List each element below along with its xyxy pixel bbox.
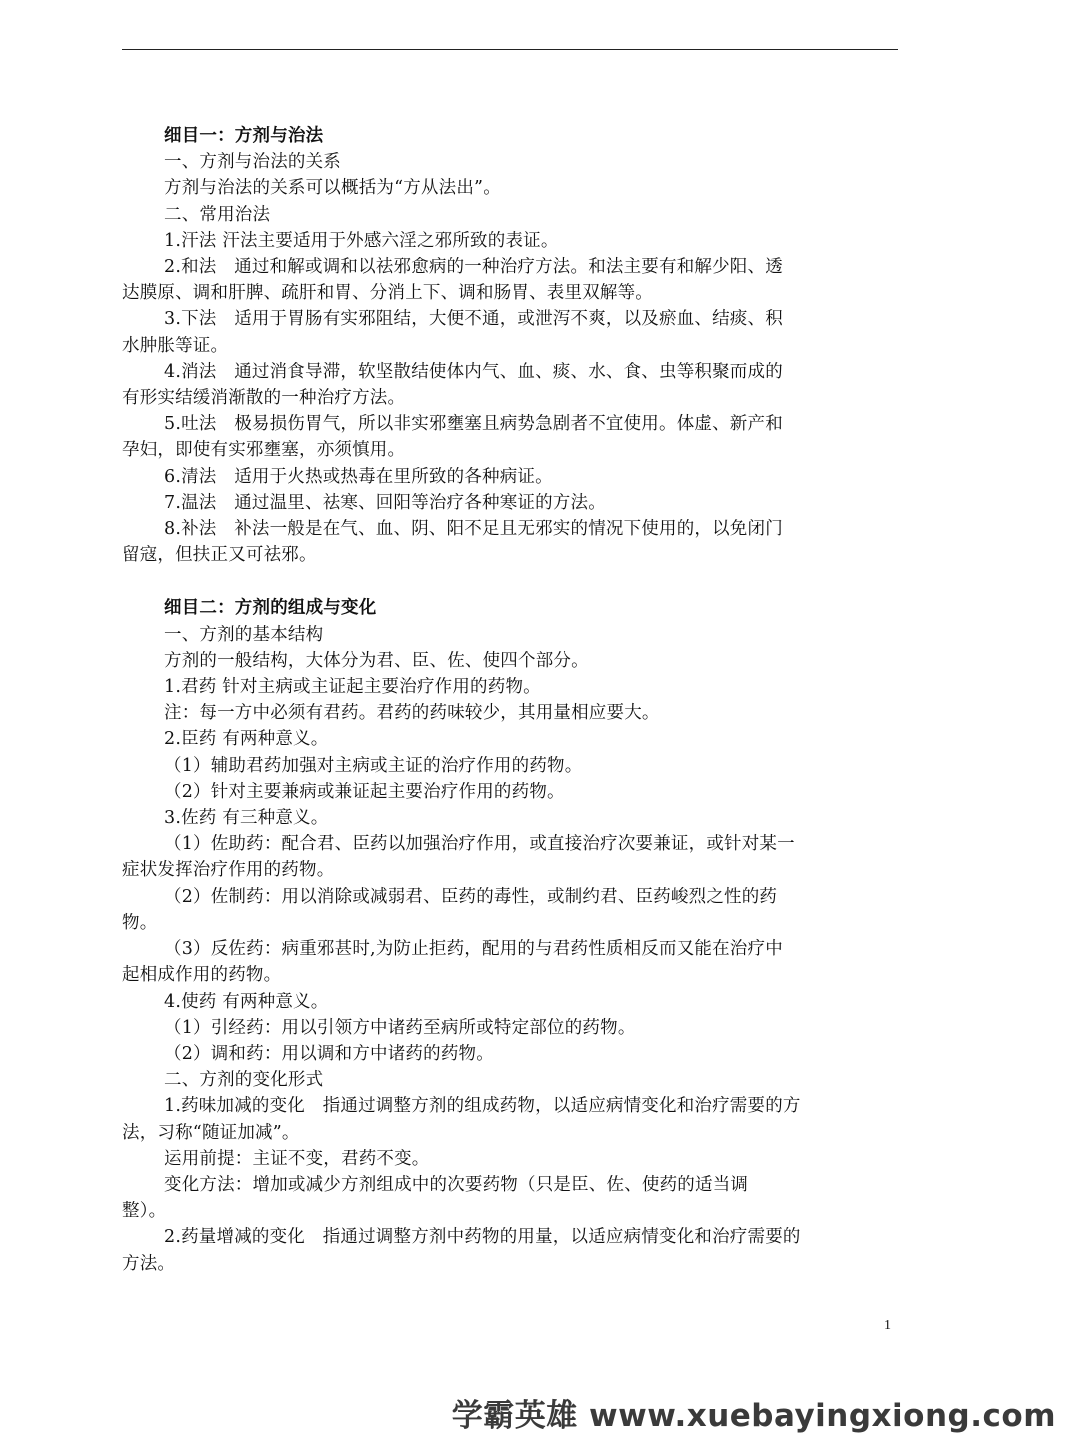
paragraph-continuation: 法，习称“随证加减”。 — [122, 1122, 300, 1143]
paragraph: 8.补法 补法一般是在气、血、阴、阳不足且无邪实的情况下使用的，以免闭门 — [164, 519, 783, 540]
paragraph: 1.君药 针对主病或主证起主要治疗作用的药物。 — [164, 677, 541, 698]
paragraph: 2.和法 通过和解或调和以祛邪愈病的一种治疗方法。和法主要有和解少阳、透 — [164, 257, 783, 278]
section-gap — [164, 568, 900, 595]
paragraph: 3.佐药 有三种意义。 — [164, 808, 329, 829]
paragraph: 3.下法 适用于胃肠有实邪阻结，大便不通，或泄泻不爽，以及瘀血、结痰、积 — [164, 309, 783, 330]
subheading: 二、常用治法 — [164, 204, 271, 225]
paragraph: 变化方法：增加或减少方剂组成中的次要药物（只是臣、佐、使药的适当调 — [164, 1174, 749, 1195]
subheading: 二、方剂的变化形式 — [164, 1070, 324, 1091]
paragraph-continuation: 孕妇，即使有实邪壅塞，亦须慎用。 — [122, 440, 406, 461]
paragraph: （3）反佐药：病重邪甚时,为防止拒药，配用的与君药性质相反而又能在治疗中 — [164, 939, 783, 960]
subheading: 一、方剂与治法的关系 — [164, 152, 341, 173]
paragraph: （2）佐制药：用以消除或减弱君、臣药的毒性，或制约君、臣药峻烈之性的药 — [164, 886, 778, 907]
watermark: 学霸英雄 www.xuebayingxiong.com — [451, 1398, 1056, 1434]
paragraph-continuation: 留寇，但扶正又可祛邪。 — [122, 545, 317, 566]
page-number: 1 — [884, 1318, 891, 1333]
paragraph: 2.药量增减的变化 指通过调整方剂中药物的用量，以适应病情变化和治疗需要的 — [164, 1227, 801, 1248]
paragraph-continuation: 方法。 — [122, 1253, 176, 1274]
paragraph: 6.清法 适用于火热或热毒在里所致的各种病证。 — [164, 466, 553, 487]
paragraph-continuation: 起相成作用的药物。 — [122, 965, 282, 986]
paragraph: （1）佐助药：配合君、臣药以加强治疗作用，或直接治疗次要兼证，或针对某一 — [164, 834, 795, 855]
paragraph: 注：每一方中必须有君药。君药的药味较少，其用量相应要大。 — [164, 703, 660, 724]
paragraph: 4.消法 通过消食导滞，软坚散结使体内气、血、痰、水、食、虫等积聚而成的 — [164, 361, 783, 382]
paragraph-continuation: 水肿胀等证。 — [122, 335, 229, 356]
paragraph: 1.汗法 汗法主要适用于外感六淫之邪所致的表证。 — [164, 230, 559, 251]
paragraph: 方剂的一般结构，大体分为君、臣、佐、使四个部分。 — [164, 650, 589, 671]
subheading: 一、方剂的基本结构 — [164, 624, 324, 645]
paragraph: （2）针对主要兼病或兼证起主要治疗作用的药物。 — [164, 781, 565, 802]
paragraph: （1）辅助君药加强对主病或主证的治疗作用的药物。 — [164, 755, 583, 776]
paragraph: 方剂与治法的关系可以概括为“方从法出”。 — [164, 178, 501, 199]
section-title: 细目一：方剂与治法 — [164, 126, 324, 146]
paragraph-continuation: 达膜原、调和肝脾、疏肝和胃、分消上下、调和肠胃、表里双解等。 — [122, 283, 653, 304]
paragraph: （2）调和药：用以调和方中诸药的药物。 — [164, 1043, 494, 1064]
document-body — [122, 123, 900, 1277]
section-title: 细目二：方剂的组成与变化 — [164, 598, 377, 619]
paragraph-continuation: 物。 — [122, 912, 158, 933]
paragraph: 运用前提：主证不变，君药不变。 — [164, 1148, 430, 1169]
paragraph: （1）引经药：用以引领方中诸药至病所或特定部位的药物。 — [164, 1017, 636, 1038]
paragraph-continuation: 症状发挥治疗作用的药物。 — [122, 860, 335, 881]
paragraph: 2.臣药 有两种意义。 — [164, 729, 329, 750]
paragraph: 7.温法 通过温里、祛寒、回阳等治疗各种寒证的方法。 — [164, 492, 606, 513]
paragraph: 5.吐法 极易损伤胃气，所以非实邪壅塞且病势急剧者不宜使用。体虚、新产和 — [164, 414, 783, 435]
paragraph: 1.药味加减的变化 指通过调整方剂的组成药物，以适应病情变化和治疗需要的方 — [164, 1096, 801, 1117]
paragraph-continuation: 有形实结缓消渐散的一种治疗方法。 — [122, 388, 406, 409]
paragraph: 4.使药 有两种意义。 — [164, 991, 329, 1012]
paragraph-continuation: 整）。 — [122, 1201, 167, 1222]
header-rule — [122, 49, 898, 50]
